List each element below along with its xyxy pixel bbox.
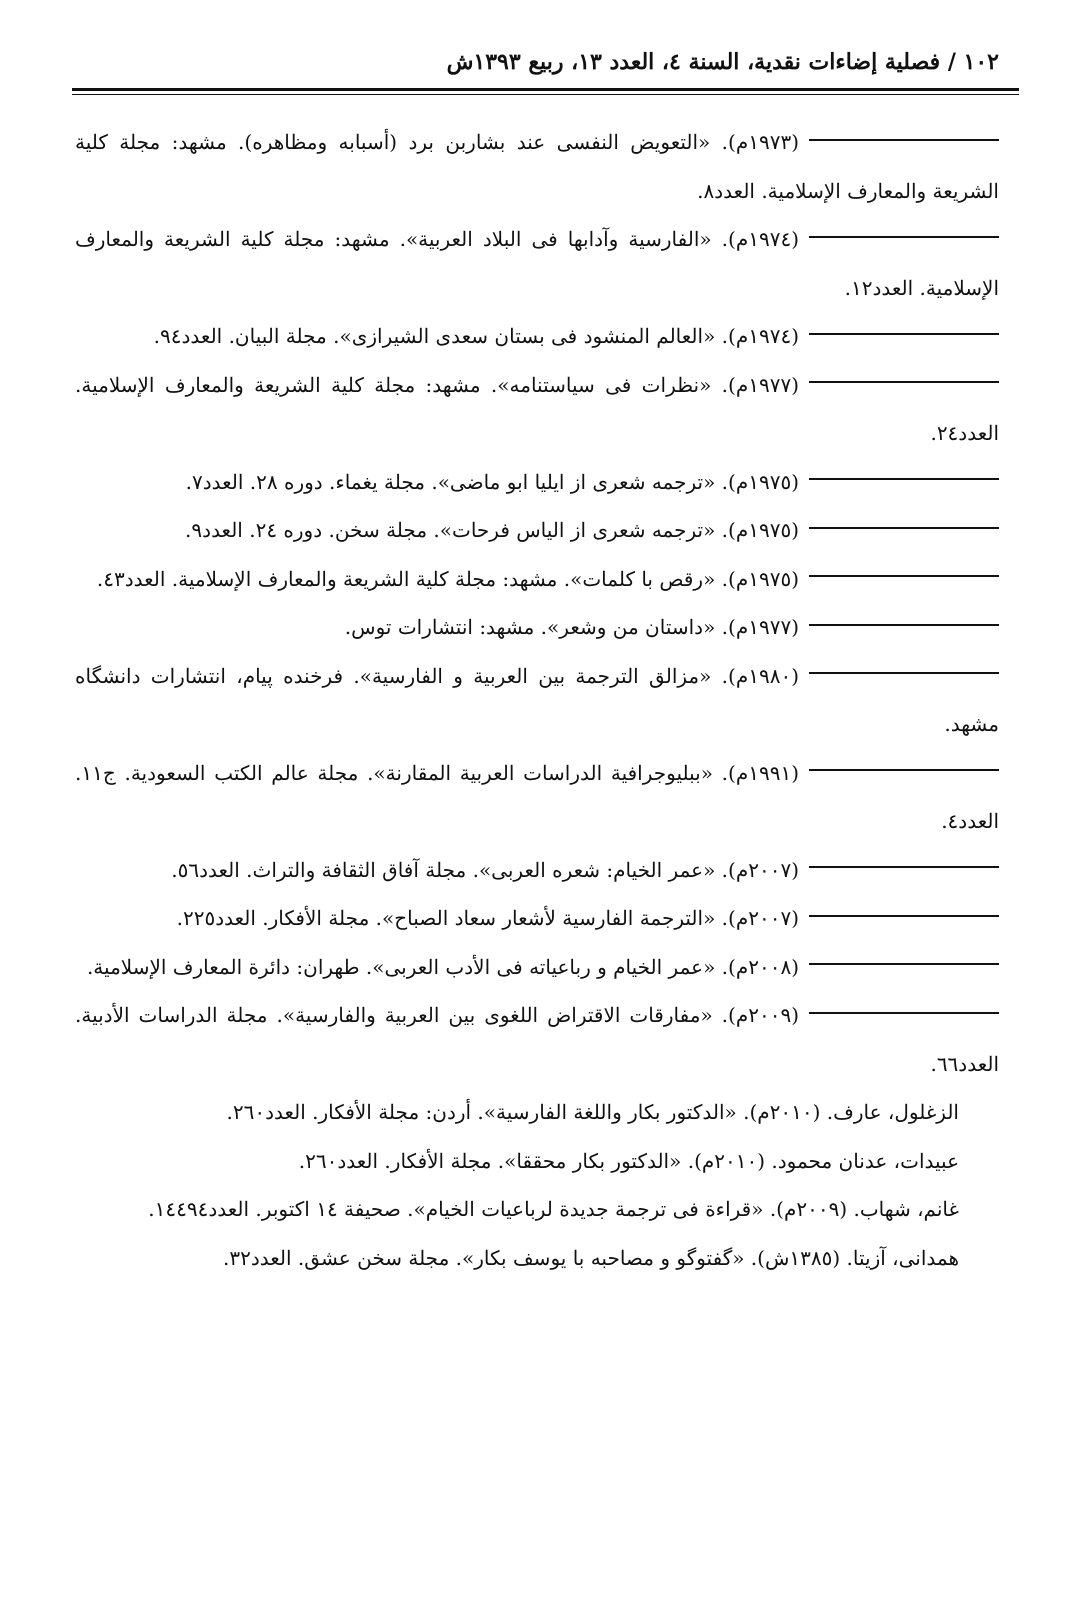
reference-entry [75, 846, 999, 895]
ditto-dash [809, 1012, 999, 1014]
reference-text: الزغلول، عارف. (۲۰۱۰م). «الدكتور بكار واللغة الفارسية». أردن: مجلة الأفكار. العدد٢٦٠. [226, 1100, 959, 1124]
header-rule-thick [72, 88, 1019, 91]
reference-list [75, 118, 999, 1282]
reference-text: غانم، شهاب. (۲۰۰۹م). «قراءة فى ترجمة جديدة لرباعيات الخيام». صحيفة ١٤ اكتوبر. العدد١٤٤٩٤. [148, 1197, 959, 1221]
reference-entry [75, 991, 999, 1088]
reference-entry [75, 506, 999, 555]
reference-entry [75, 1088, 999, 1137]
reference-text: (۱۹۷٥م). «ترجمه شعرى از ايليا ابو ماضى». مجلة يغماء. دوره ٢٨. العدد۷. [185, 469, 799, 494]
reference-text: (۱۹۷۳م). «التعويض النفسى عند بشاربن برد (أسبابه ومظاهره). مشهد: مجلة كلية الشريعة والمعارف الإسلامية. العدد۸. [75, 130, 999, 203]
reference-text: (۱۹۷۷م). «نظرات فى سياستنامه». مشهد: مجلة كلية الشريعة والمعارف الإسلامية. العدد٢٤. [75, 372, 999, 445]
reference-text: (۱۹۸۰م). «مزالق الترجمة بين العربية و الفارسية». فرخنده پيام، انتشارات دانشگاه مشهد. [75, 663, 999, 736]
ditto-dash [809, 478, 999, 480]
reference-entry [75, 894, 999, 943]
reference-text: (۱۹۷٥م). «رقص با كلمات». مشهد: مجلة كلية الشريعة والمعارف الإسلامية. العدد٤٣. [96, 566, 799, 591]
reference-text: عبيدات، عدنان محمود. (۲۰۱۰م). «الدكتور بكار محققا». مجلة الأفكار. العدد٢٦٠. [298, 1148, 959, 1173]
ditto-dash [809, 915, 999, 917]
reference-text: (۱۹۷۷م). «داستان من وشعر». مشهد: انتشارات توس. [344, 615, 799, 639]
ditto-dash [809, 963, 999, 965]
ditto-dash [809, 672, 999, 674]
reference-text: همدانى، آزيتا. (۱۳۸٥ش). «گفتوگو و مصاحبه با يوسف بكار». مجلة سخن عشق. العدد٣٢. [223, 1245, 959, 1270]
reference-entry [75, 215, 999, 312]
reference-entry [75, 652, 999, 749]
reference-entry [75, 312, 999, 361]
reference-text: (۱۹۷٥م). «ترجمه شعرى از الياس فرحات». مجلة سخن. دوره ٢٤. العدد۹. [185, 518, 799, 542]
reference-text: (۱۹۷٤م). «الفارسية وآدابها فى البلاد العربية». مشهد: مجلة كلية الشريعة والمعارف الإسلامية. العدد۱۲. [75, 227, 999, 300]
header-rule-thin [72, 94, 1019, 95]
reference-text: (۲۰۰۸م). «عمر الخيام و رباعياته فى الأدب العربى». طهران: دائرة المعارف الإسلامية. [86, 954, 799, 979]
ditto-dash [809, 333, 999, 335]
ditto-dash [809, 527, 999, 529]
reference-text: (۲۰۰۷م). «الترجمة الفارسية لأشعار سعاد الصباح». مجلة الأفكار. العدد٢٢٥. [176, 906, 799, 930]
reference-entry [75, 943, 999, 992]
reference-entry [75, 361, 999, 458]
ditto-dash [809, 769, 999, 771]
reference-entry [75, 603, 999, 652]
ditto-dash [809, 866, 999, 868]
header-title: ۱۰۲ / فصلية إضاءات نقدية، السنة ٤، العدد ۱۳، ربيع ۱۳۹۳ش [446, 49, 999, 75]
reference-entry [75, 1185, 999, 1234]
reference-text: (۱۹۹۱م). «ببليوجرافية الدراسات العربية المقارنة». مجلة عالم الكتب السعودية. ج۱۱. العدد٤. [75, 760, 999, 833]
reference-entry [75, 555, 999, 604]
reference-text: (۲۰۰۷م). «عمر الخيام: شعره العربى». مجلة آفاق الثقافة والتراث. العدد٥٦. [171, 857, 799, 882]
ditto-dash [809, 575, 999, 577]
running-header [75, 40, 999, 84]
reference-entry [75, 118, 999, 215]
reference-entry [75, 1234, 999, 1283]
reference-text: (۱۹۷٤م). «العالم المنشود فى بستان سعدى الشيرازى». مجلة البيان. العدد٩٤. [153, 324, 799, 348]
reference-text: (۲۰۰۹م). «مفارقات الاقتراض اللغوى بين العربية والفارسية». مجلة الدراسات الأدبية. العدد٦٦. [75, 1003, 999, 1076]
reference-entry [75, 749, 999, 846]
ditto-dash [809, 624, 999, 626]
reference-entry [75, 1137, 999, 1186]
ditto-dash [809, 381, 999, 383]
ditto-dash [809, 139, 999, 141]
ditto-dash [809, 236, 999, 238]
reference-entry [75, 458, 999, 507]
